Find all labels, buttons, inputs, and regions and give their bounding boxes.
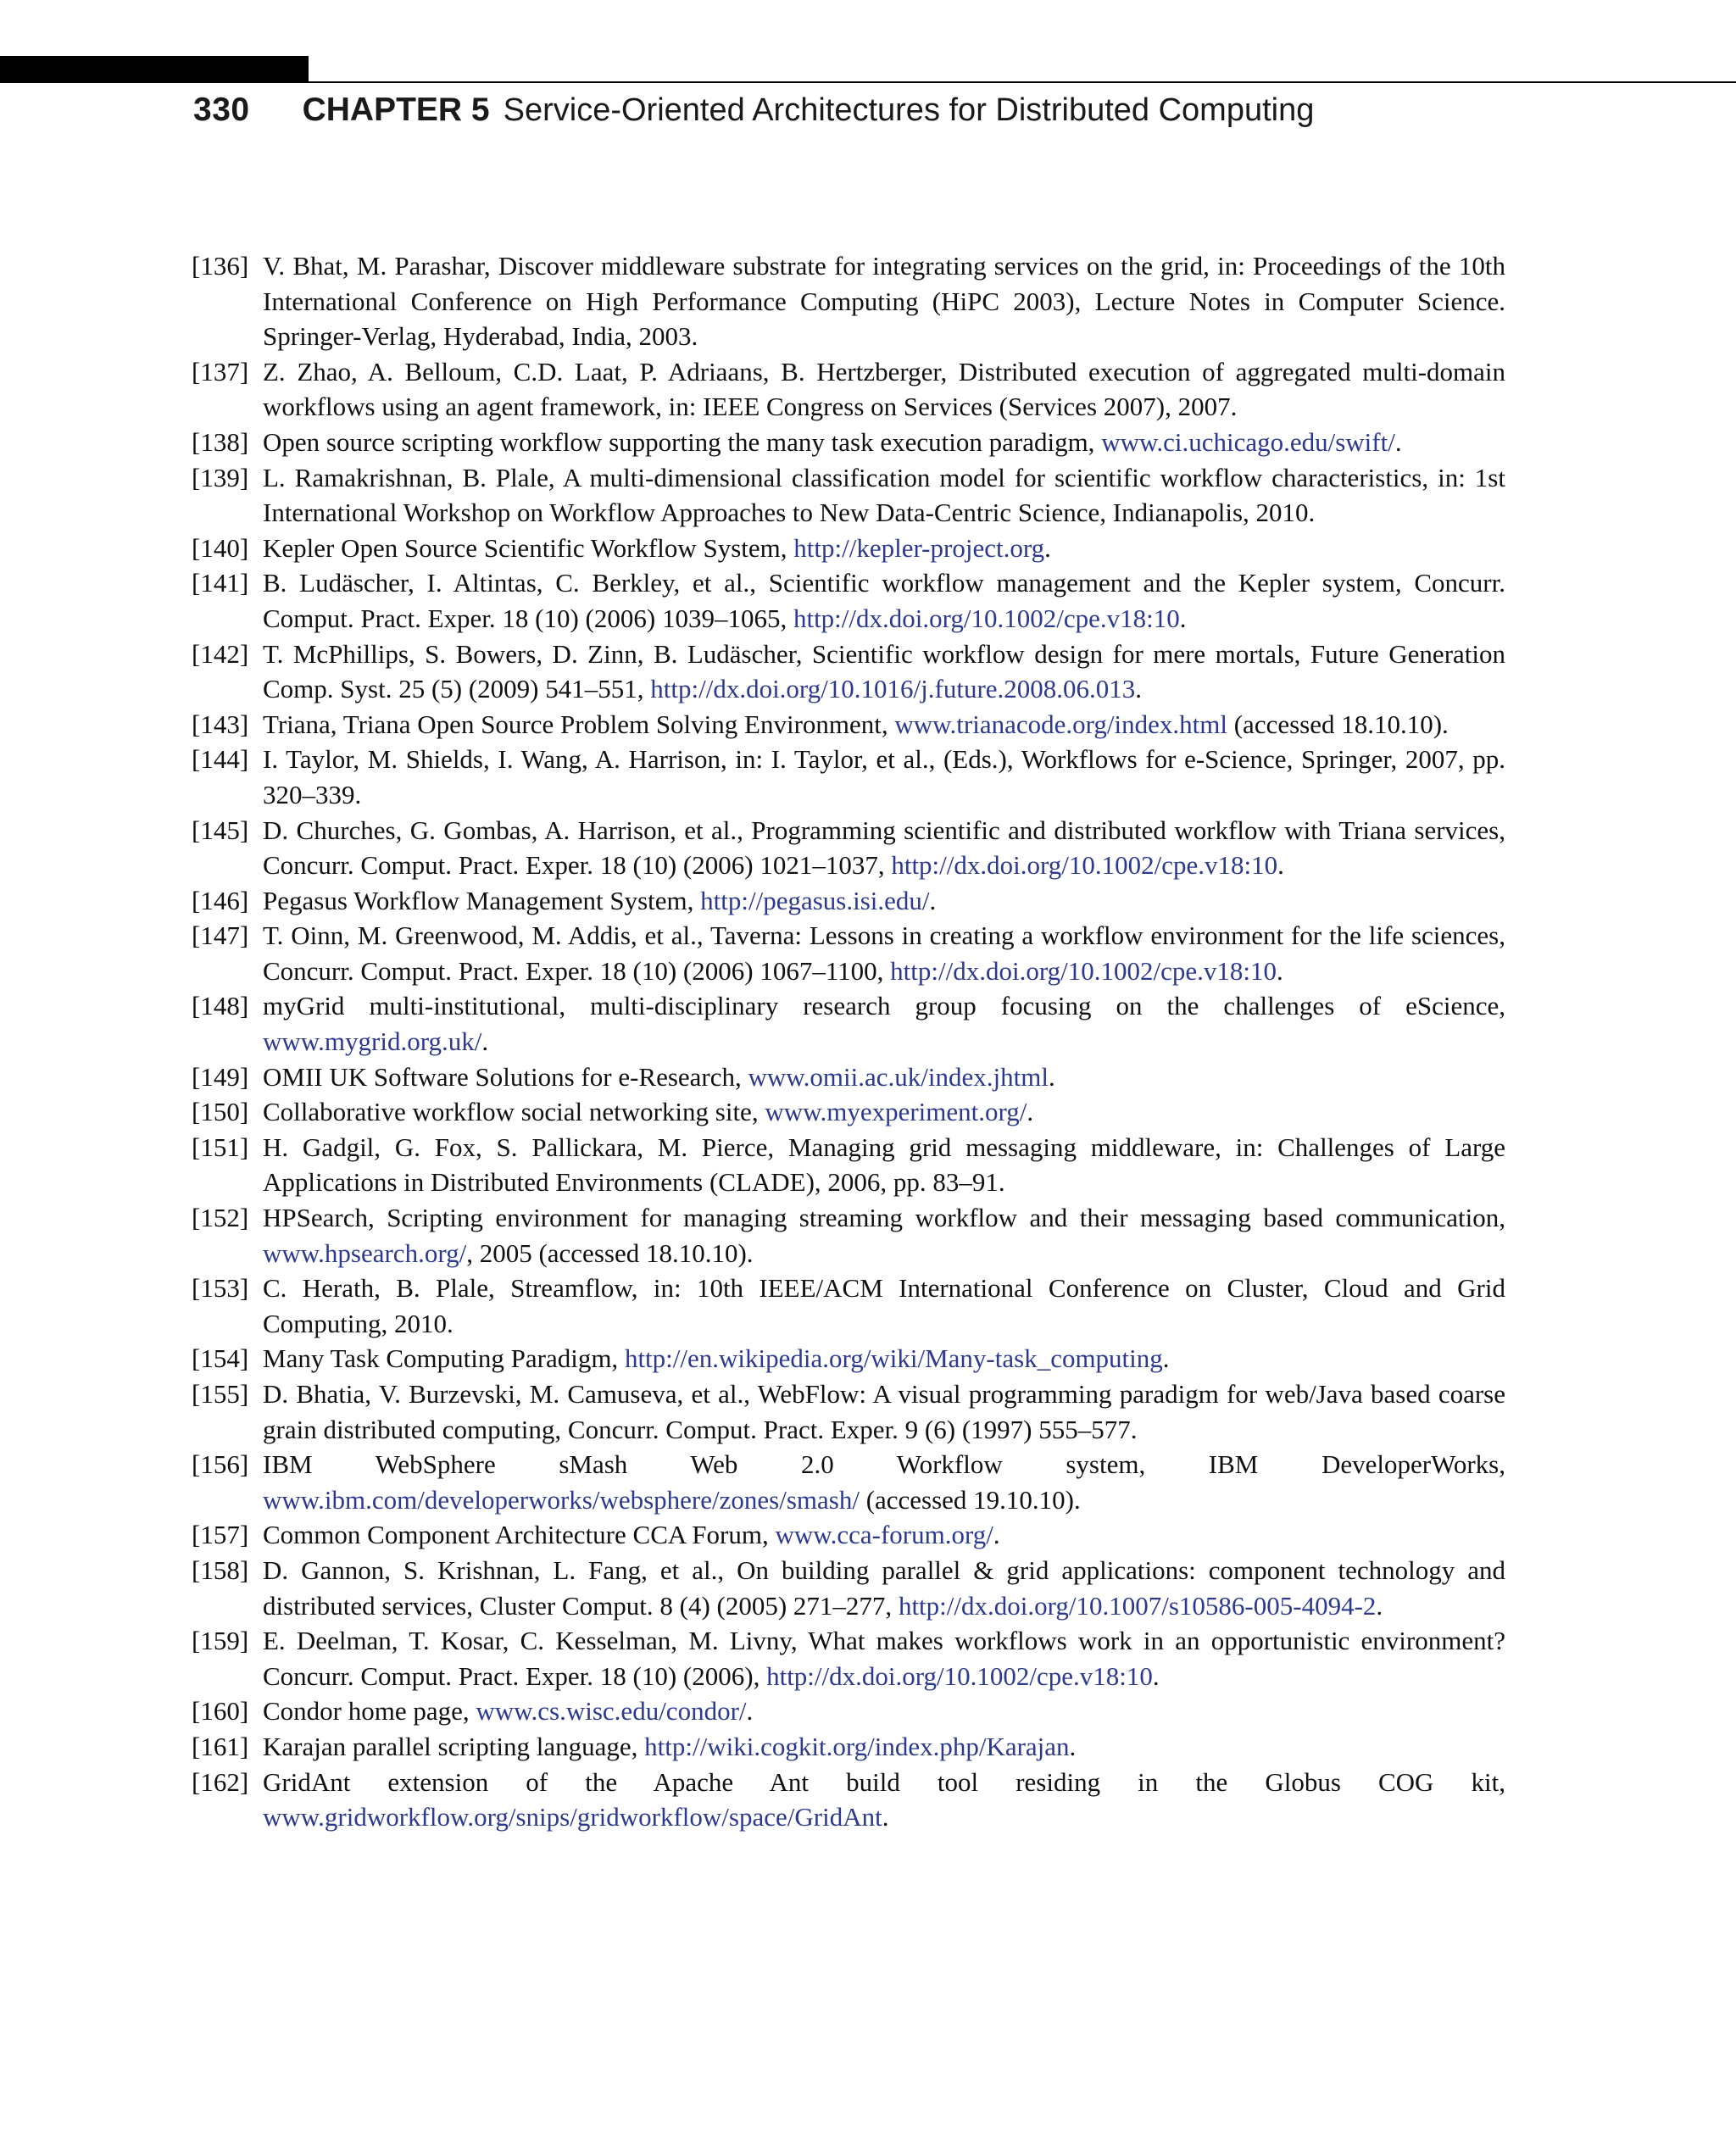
reference-item: [192, 531, 1505, 566]
reference-text-segment: , 2005 (accessed 18.10.10).: [466, 1237, 754, 1268]
reference-text-segment: .: [882, 1802, 889, 1832]
reference-text-segment: D. Bhatia, V. Burzevski, M. Camuseva, et al., WebFlow: A visual programming paradigm for web/Java based coarse grain distributed computing, Concurr. Comput. Pract. Exper. 9 (6) (1997) 555–577.: [263, 1379, 1505, 1444]
reference-item: [192, 707, 1505, 742]
reference-link[interactable]: http://en.wikipedia.org/wiki/Many-task_computing: [624, 1343, 1163, 1374]
reference-text: [263, 637, 1505, 707]
reference-text: [263, 1200, 1505, 1271]
reference-link[interactable]: http://dx.doi.org/10.1002/cpe.v18:10: [793, 603, 1180, 633]
reference-text-segment: D. Churches, G. Gombas, A. Harrison, et al., Programming scientific and distributed workflow with Triana services, Concurr. Comput. Pract. Exper. 18 (10) (2006) 1021–1037,: [263, 815, 1505, 881]
reference-text-segment: .: [1276, 955, 1283, 986]
reference-text-segment: .: [481, 1026, 489, 1057]
reference-text-segment: Condor home page,: [263, 1696, 476, 1727]
reference-text: [263, 1765, 1505, 1835]
reference-item: [192, 1765, 1505, 1835]
reference-text: [263, 565, 1505, 636]
reference-text: [263, 1130, 1505, 1200]
reference-link[interactable]: www.trianacode.org/index.html: [894, 709, 1227, 739]
reference-number: [149]: [192, 1061, 249, 1092]
reference-number: [158]: [192, 1554, 249, 1585]
reference-item: [192, 1693, 1505, 1729]
reference-text-segment: .: [1027, 1097, 1034, 1127]
reference-link[interactable]: www.mygrid.org.uk/: [263, 1026, 482, 1057]
reference-number: [154]: [192, 1343, 249, 1374]
reference-item: [192, 637, 1505, 707]
reference-text-segment: OMII UK Software Solutions for e-Research,: [263, 1061, 748, 1092]
reference-item: [192, 813, 1505, 883]
reference-item: [192, 1200, 1505, 1271]
reference-text-segment: GridAnt extension of the Apache Ant build tool residing in the Globus COG kit,: [263, 1766, 1505, 1797]
reference-item: [192, 1729, 1505, 1765]
reference-text-segment: .: [1179, 603, 1187, 633]
chapter-label: CHAPTER 5: [302, 92, 490, 128]
reference-text-segment: .: [993, 1520, 1000, 1550]
reference-link[interactable]: http://pegasus.isi.edu/: [700, 885, 930, 915]
reference-item: [192, 1094, 1505, 1130]
reference-link[interactable]: http://dx.doi.org/10.1002/cpe.v18:10: [890, 955, 1277, 986]
header-black-bar: [0, 56, 309, 83]
reference-item: [192, 248, 1505, 354]
reference-link[interactable]: www.cs.wisc.edu/condor/: [476, 1696, 747, 1727]
reference-number: [153]: [192, 1273, 249, 1304]
reference-number: [144]: [192, 744, 249, 775]
reference-text: [263, 248, 1505, 354]
reference-text-segment: (accessed 18.10.10).: [1227, 709, 1449, 739]
reference-item: [192, 918, 1505, 988]
reference-text: [263, 1693, 1505, 1729]
reference-text-segment: Common Component Architecture CCA Forum,: [263, 1520, 776, 1550]
reference-number: [142]: [192, 638, 249, 669]
reference-text: [263, 1341, 1505, 1376]
reference-number: [152]: [192, 1203, 249, 1233]
reference-text-segment: Kepler Open Source Scientific Workflow System,: [263, 532, 794, 563]
reference-text-segment: .: [1048, 1061, 1055, 1092]
reference-text-segment: .: [1376, 1590, 1383, 1621]
reference-text-segment: .: [1069, 1731, 1077, 1761]
reference-number: [138]: [192, 426, 249, 457]
reference-number: [143]: [192, 709, 249, 739]
reference-text-segment: .: [1162, 1343, 1170, 1374]
reference-text-segment: .: [1152, 1660, 1160, 1691]
reference-link[interactable]: www.ibm.com/developerworks/websphere/zones/smash/: [263, 1484, 860, 1515]
reference-item: [192, 354, 1505, 425]
reference-text: [263, 1447, 1505, 1517]
reference-number: [136]: [192, 251, 249, 281]
reference-text-segment: Collaborative workflow social networking site,: [263, 1097, 765, 1127]
reference-text-segment: Triana, Triana Open Source Problem Solving Environment,: [263, 709, 895, 739]
reference-number: [155]: [192, 1379, 249, 1409]
reference-number: [157]: [192, 1520, 249, 1550]
reference-text-segment: .: [1277, 850, 1284, 881]
reference-text-segment: .: [1135, 674, 1143, 704]
reference-text: [263, 883, 1505, 919]
reference-link[interactable]: www.cca-forum.org/: [775, 1520, 993, 1550]
reference-link[interactable]: www.gridworkflow.org/snips/gridworkflow/space/GridAnt: [263, 1802, 882, 1832]
reference-text-segment: T. McPhillips, S. Bowers, D. Zinn, B. Ludäscher, Scientific workflow design for mere mortals, Future Generation Comp. Syst. 25 (5) (2009) 541–551,: [263, 638, 1505, 704]
reference-text: [263, 1094, 1505, 1130]
reference-number: [161]: [192, 1731, 249, 1761]
reference-number: [145]: [192, 815, 249, 845]
reference-text: [263, 354, 1505, 425]
reference-list: [192, 248, 1505, 1835]
reference-number: [148]: [192, 991, 249, 1021]
reference-item: [192, 1271, 1505, 1341]
running-head: [193, 92, 1314, 142]
reference-item: [192, 460, 1505, 531]
reference-link[interactable]: www.myexperiment.org/: [765, 1097, 1027, 1127]
reference-text-segment: (accessed 19.10.10).: [859, 1484, 1081, 1515]
reference-text: [263, 918, 1505, 988]
reference-item: [192, 1447, 1505, 1517]
reference-text: [263, 742, 1505, 812]
reference-text-segment: myGrid multi-institutional, multi-disciplinary research group focusing on the challenges of eScience,: [263, 991, 1505, 1021]
reference-text-segment: H. Gadgil, G. Fox, S. Pallickara, M. Pierce, Managing grid messaging middleware, in: Challenges of Large Applications in Distributed Environments (CLADE), 2006, pp. 83–91.: [263, 1132, 1505, 1198]
reference-number: [139]: [192, 462, 249, 492]
reference-number: [146]: [192, 885, 249, 915]
reference-link[interactable]: http://dx.doi.org/10.1016/j.future.2008.06.013: [650, 674, 1136, 704]
reference-text: [263, 425, 1505, 460]
chapter-title: Service-Oriented Architectures for Distributed Computing: [503, 92, 1315, 128]
reference-text-segment: Z. Zhao, A. Belloum, C.D. Laat, P. Adriaans, B. Hertzberger, Distributed execution of aggregated multi-domain workflows using an agent framework, in: IEEE Congress on Services (Services 2007), 2007.: [263, 356, 1505, 422]
reference-link[interactable]: http://dx.doi.org/10.1002/cpe.v18:10: [766, 1660, 1153, 1691]
reference-text: [263, 1059, 1505, 1095]
reference-text-segment: IBM WebSphere sMash Web 2.0 Workflow system, IBM DeveloperWorks,: [263, 1449, 1505, 1480]
reference-text: [263, 1729, 1505, 1765]
reference-number: [147]: [192, 920, 249, 951]
reference-text: [263, 1623, 1505, 1693]
reference-link[interactable]: http://dx.doi.org/10.1002/cpe.v18:10: [891, 850, 1278, 881]
reference-number: [156]: [192, 1449, 249, 1480]
reference-number: [150]: [192, 1097, 249, 1127]
reference-number: [151]: [192, 1132, 249, 1162]
reference-text: [263, 988, 1505, 1059]
reference-item: [192, 425, 1505, 460]
reference-text: [263, 1517, 1505, 1553]
reference-number: [159]: [192, 1626, 249, 1656]
reference-link[interactable]: http://kepler-project.org: [793, 532, 1045, 563]
header-rule: [309, 81, 1736, 83]
reference-text-segment: .: [929, 885, 937, 915]
reference-item: [192, 883, 1505, 919]
reference-text: [263, 531, 1505, 566]
reference-text: [263, 1553, 1505, 1623]
reference-text: [263, 1271, 1505, 1341]
reference-text-segment: L. Ramakrishnan, B. Plale, A multi-dimensional classification model for scientific workflow characteristics, in: 1st International Workshop on Workflow Approaches to New Data-Centric Science, Indianapolis, 2010.: [263, 462, 1505, 528]
reference-text-segment: .: [1394, 426, 1402, 457]
reference-text-segment: .: [746, 1696, 754, 1727]
reference-item: [192, 988, 1505, 1059]
reference-link[interactable]: http://dx.doi.org/10.1007/s10586-005-4094-2: [898, 1590, 1377, 1621]
reference-text-segment: V. Bhat, M. Parashar, Discover middleware substrate for integrating services on the grid, in: Proceedings of the 10th International Conference on High Performance Computing (HiPC 2003), Lecture Notes in Computer Science. Springer-Verlag, Hyderabad, India, 2003.: [263, 251, 1505, 352]
reference-text-segment: I. Taylor, M. Shields, I. Wang, A. Harrison, in: I. Taylor, et al., (Eds.), Workflows for e-Science, Springer, 2007, pp. 320–339.: [263, 744, 1505, 809]
reference-link[interactable]: www.hpsearch.org/: [263, 1237, 467, 1268]
reference-text-segment: Open source scripting workflow supporting the many task execution paradigm,: [263, 426, 1102, 457]
reference-number: [162]: [192, 1766, 249, 1797]
reference-link[interactable]: www.ci.uchicago.edu/swift/: [1101, 426, 1395, 457]
reference-text-segment: C. Herath, B. Plale, Streamflow, in: 10th IEEE/ACM International Conference on Cluster, Cloud and Grid Computing, 2010.: [263, 1273, 1505, 1338]
reference-item: [192, 1059, 1505, 1095]
reference-item: [192, 1517, 1505, 1553]
reference-number: [137]: [192, 356, 249, 386]
reference-text-segment: E. Deelman, T. Kosar, C. Kesselman, M. Livny, What makes workflows work in an opportunistic environment? Concurr. Comput. Pract. Exper. 18 (10) (2006),: [263, 1626, 1505, 1691]
reference-link[interactable]: www.omii.ac.uk/index.jhtml: [748, 1061, 1049, 1092]
reference-item: [192, 1376, 1505, 1447]
reference-text: [263, 1376, 1505, 1447]
reference-number: [160]: [192, 1696, 249, 1727]
reference-item: [192, 1623, 1505, 1693]
reference-text-segment: HPSearch, Scripting environment for managing streaming workflow and their messaging based communication,: [263, 1203, 1505, 1233]
reference-text-segment: T. Oinn, M. Greenwood, M. Addis, et al., Taverna: Lessons in creating a workflow environment for the life sciences, Concurr. Comput. Pract. Exper. 18 (10) (2006) 1067–1100,: [263, 920, 1505, 986]
reference-number: [141]: [192, 568, 249, 598]
page-number: 330: [193, 92, 250, 128]
reference-text: [263, 707, 1505, 742]
reference-text-segment: B. Ludäscher, I. Altintas, C. Berkley, et al., Scientific workflow management and the Kepler system, Concurr. Comput. Pract. Exper. 18 (10) (2006) 1039–1065,: [263, 568, 1505, 633]
reference-item: [192, 1553, 1505, 1623]
reference-link[interactable]: http://wiki.cogkit.org/index.php/Karajan: [644, 1731, 1070, 1761]
reference-item: [192, 742, 1505, 812]
reference-item: [192, 1130, 1505, 1200]
reference-text-segment: Pegasus Workflow Management System,: [263, 885, 701, 915]
reference-number: [140]: [192, 532, 249, 563]
reference-text-segment: .: [1044, 532, 1051, 563]
reference-text: [263, 460, 1505, 531]
reference-item: [192, 1341, 1505, 1376]
reference-text: [263, 813, 1505, 883]
reference-text-segment: D. Gannon, S. Krishnan, L. Fang, et al., On building parallel & grid applications: component technology and distributed services, Cluster Comput. 8 (4) (2005) 271–277,: [263, 1554, 1505, 1621]
reference-text-segment: Karajan parallel scripting language,: [263, 1731, 645, 1761]
reference-text-segment: Many Task Computing Paradigm,: [263, 1343, 625, 1374]
reference-item: [192, 565, 1505, 636]
